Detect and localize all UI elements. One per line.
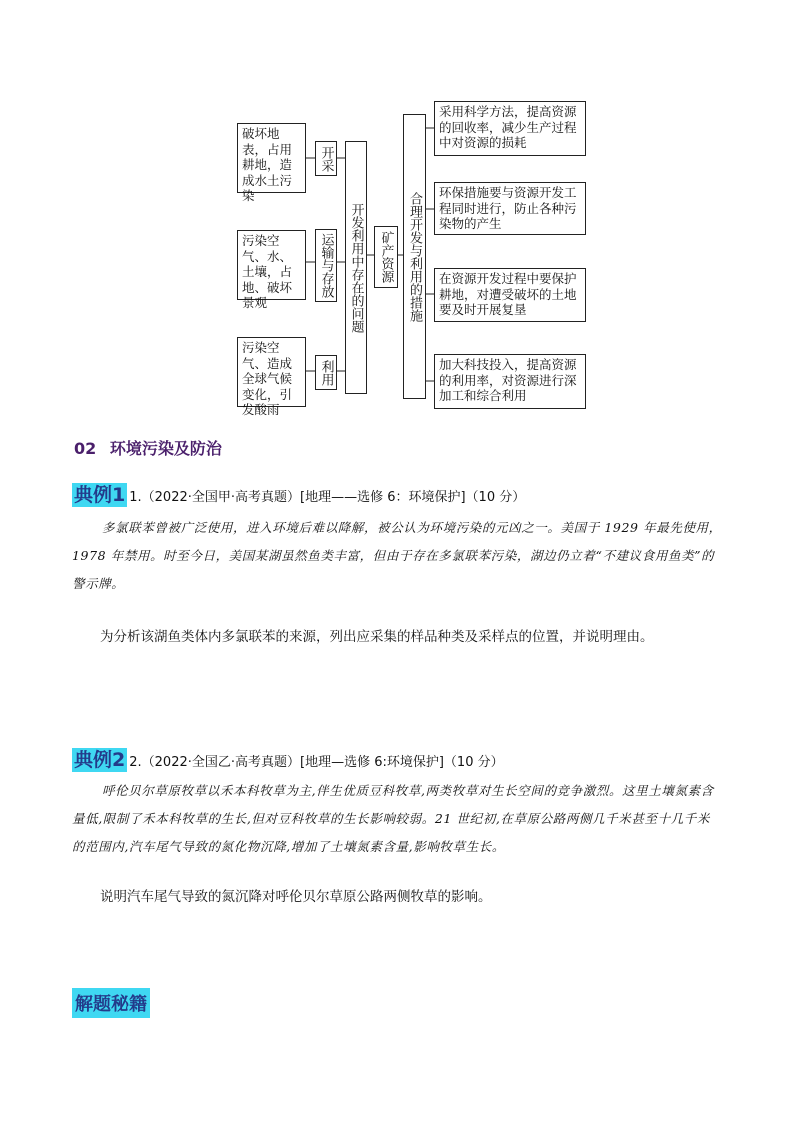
- measure-3-text: 在资源开发过程中要保护耕地，对遭受破坏的土地要及时开展复垦: [439, 271, 577, 317]
- measure-4: [434, 354, 586, 409]
- measure-1-text: 采用科学方法，提高资源的回收率，减少生产过程中对资源的损耗: [439, 104, 577, 150]
- solving-tips-heading: 解题秘籍: [72, 988, 150, 1018]
- example-2-question: 说明汽车尾气导致的氮沉降对呼伦贝尔草原公路两侧牧草的影响。: [100, 889, 492, 905]
- cause-use-text: 污染空气、造成全球气候变化，引发酸雨: [242, 340, 293, 417]
- example-2-header: [72, 745, 504, 772]
- measure-2-text: 环保措施要与资源开发工程同时进行，防止各种污染物的产生: [439, 185, 577, 231]
- section-number: 02: [74, 439, 97, 458]
- measures-label: 合理开发与利用的措施: [407, 191, 422, 322]
- stage-mining-text: 开采: [318, 145, 334, 172]
- cause-use: [237, 337, 306, 417]
- problems-label: 开发利用中存在的问题: [348, 202, 364, 333]
- mineral-resources-diagram: [0, 0, 794, 420]
- measure-4-text: 加大科技投入，提高资源的利用率，对资源进行深加工和综合利用: [439, 357, 577, 403]
- section-title: 环境污染及防治: [109, 439, 222, 458]
- example-1-header: [72, 480, 525, 507]
- stage-transport-storage: [315, 229, 337, 302]
- diagram-connectors: [0, 0, 794, 420]
- problems-box: [345, 141, 367, 394]
- cause-mining-text: 破坏地表，占用耕地，造成水土污染: [242, 126, 293, 203]
- center-label: 矿产资源: [378, 231, 394, 283]
- example-1-tag: 典例1: [74, 484, 126, 506]
- stage-mining: [315, 141, 337, 176]
- stage-transport-text: 运输与存放: [318, 233, 334, 298]
- example-1-question: 为分析该湖鱼类体内多氯联苯的来源，列出应采集的样品种类及采样点的位置，并说明理由。: [100, 629, 654, 645]
- measures-box: [403, 114, 426, 399]
- example-2-paragraph: 呼伦贝尔草原牧草以禾本科牧草为主,伴生优质豆科牧草,两类牧草对生长空间的竞争激烈。这里土壤氮素含量低,限制了禾本科牧草的生长,但对豆科牧草的生长影响较弱。21 世纪初,在草原公路两侧几千米甚至十几千米的范围内,汽车尾气导致的氮化物沉降,增加了土壤氮素含量,影响牧草生长。: [72, 783, 714, 854]
- stage-use-text: 利用: [318, 359, 334, 386]
- example-1-paragraph: 多氯联苯曾被广泛使用，进入环境后难以降解，被公认为环境污染的元凶之一。美国于 1929 年最先使用，1978 年禁用。时至今日，美国某湖虽然鱼类丰富，但由于存在多氯联苯污染，湖边仍立着“不建议食用鱼类”的警示牌。: [72, 520, 722, 591]
- measure-3: [434, 268, 586, 322]
- cause-mining: [237, 123, 306, 203]
- stage-use: [315, 355, 337, 390]
- measure-1: [434, 101, 586, 156]
- section-heading: [74, 436, 222, 459]
- example-2-tag: 典例2: [74, 749, 126, 771]
- example-2-source: 2.（2022·全国乙·高考真题）[地理—选修 6:环境保护]（10 分）: [129, 755, 504, 770]
- example-1-source: 1.（2022·全国甲·高考真题）[地理——选修 6：环境保护]（10 分）: [129, 490, 526, 505]
- center-mineral-resources: [374, 226, 398, 288]
- cause-transport: [237, 230, 306, 310]
- measure-2: [434, 182, 586, 235]
- cause-transport-text: 污染空气、水、土壤，占地、破坏景观: [242, 233, 293, 310]
